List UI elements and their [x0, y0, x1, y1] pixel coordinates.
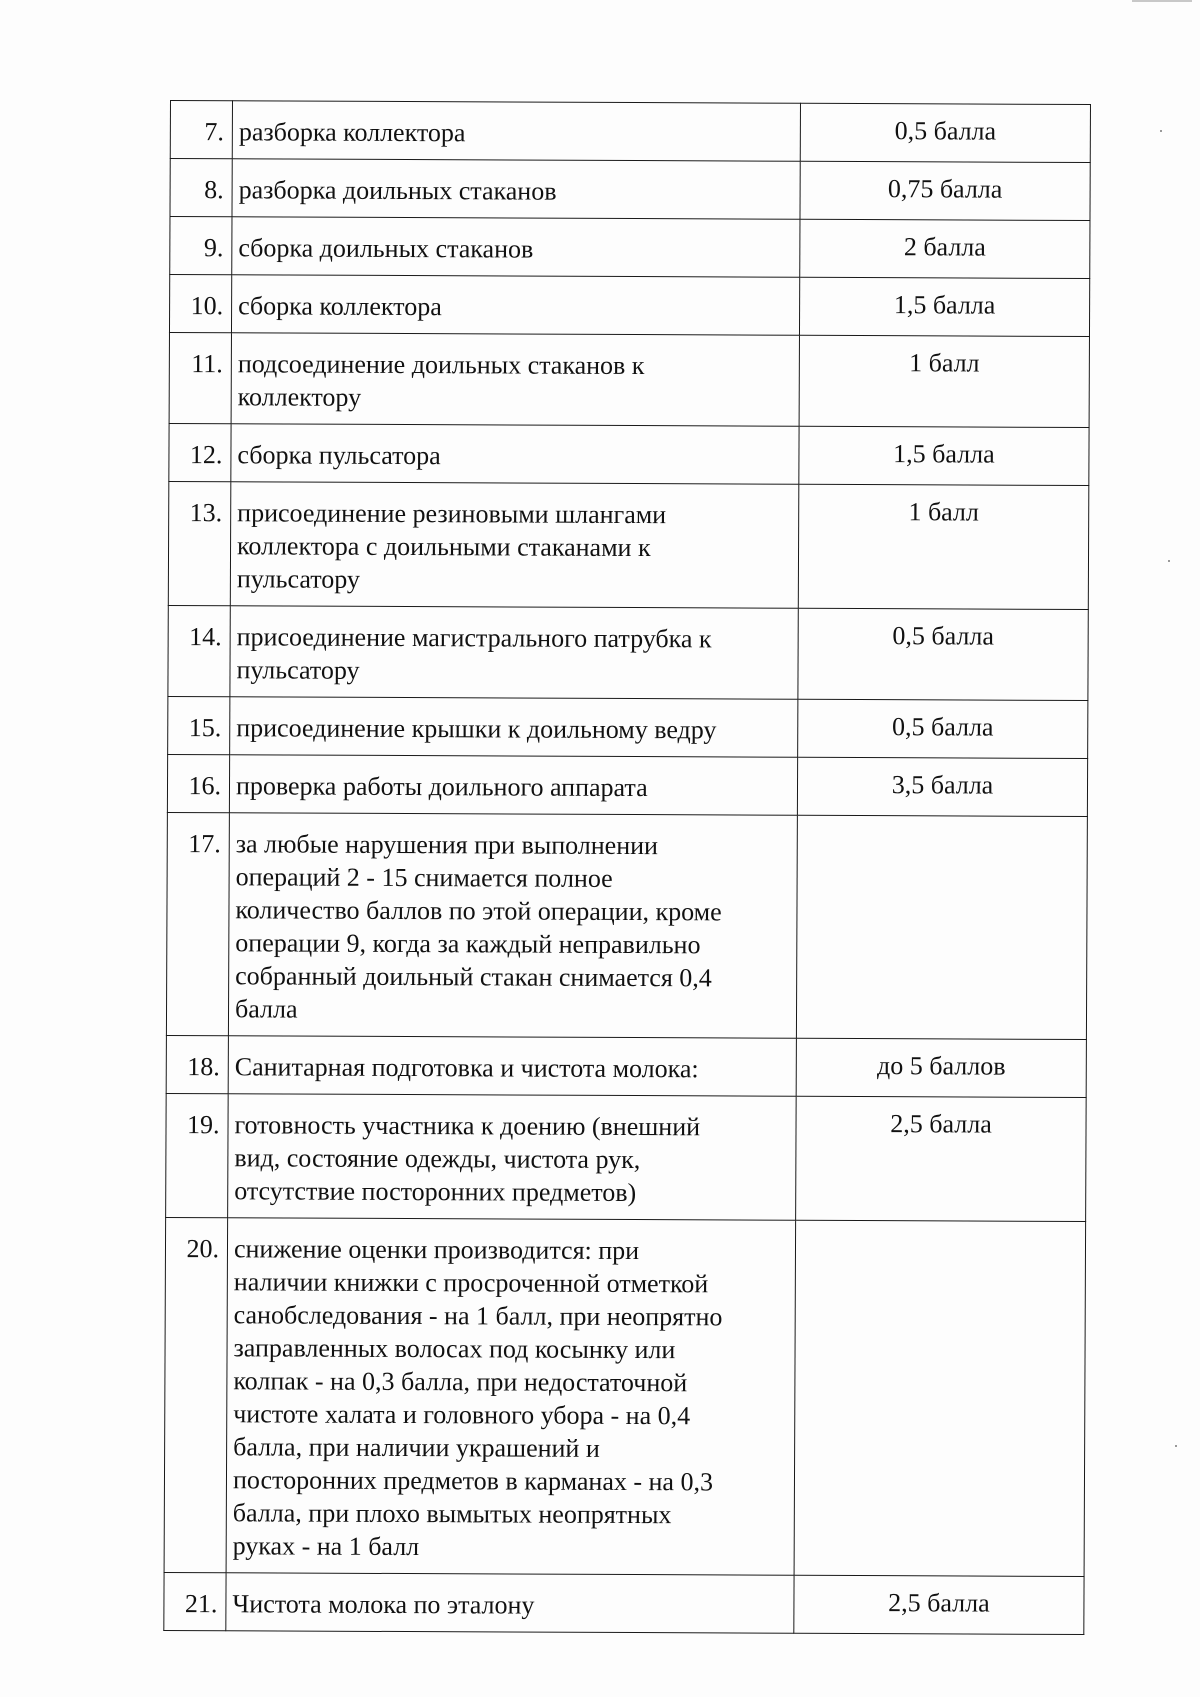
row-score: 1 балл [799, 335, 1089, 427]
row-number: 11. [169, 332, 231, 423]
row-number: 19. [166, 1093, 229, 1217]
row-description: подсоединение доильных стаканов к коллектору [231, 333, 799, 426]
row-description: сборка пульсатора [231, 424, 799, 484]
table-row [166, 1093, 1087, 1221]
row-description: Чистота молока по эталону [226, 1573, 794, 1633]
row-description: присоединение магистрального патрубка к пульсатору [230, 606, 798, 699]
row-number: 21. [164, 1572, 226, 1630]
scoring-table [163, 100, 1091, 1635]
table-row [168, 605, 1088, 700]
table-row [169, 332, 1089, 427]
scan-dot [1175, 1445, 1177, 1447]
row-number: 8. [170, 159, 232, 217]
row-score: 2,5 балла [794, 1575, 1084, 1634]
table-row [166, 812, 1087, 1039]
row-score [796, 815, 1087, 1039]
row-description: разборка доильных стаканов [232, 159, 800, 219]
row-description: присоединение крышки к доильному ведру [230, 697, 798, 757]
row-number: 12. [169, 423, 231, 481]
row-number: 7. [170, 101, 232, 159]
row-score: 0,5 балла [798, 608, 1088, 700]
row-number: 17. [166, 812, 229, 1035]
table-row [164, 1572, 1084, 1634]
row-description: проверка работы доильного аппарата [229, 755, 797, 815]
row-score: 0,75 балла [800, 161, 1090, 220]
table-row [166, 1035, 1086, 1097]
row-score: 0,5 балла [800, 103, 1090, 162]
row-number: 14. [168, 605, 230, 696]
table-row [169, 423, 1089, 485]
row-score: 1 балл [798, 484, 1089, 609]
row-description: за любые нарушения при выполнении операций 2 - 15 снимается полное количество баллов по этой операции, кроме операции 9, когда за каждый неправильно собранный доильный стакан снимается 0,4 балла [228, 813, 797, 1038]
table-row [167, 754, 1087, 816]
table-row [170, 217, 1090, 279]
row-description: снижение оценки производится: при наличии книжки с просроченной отметкой санобследования - на 1 балл, при неопрятно заправленных волосах под косынку или колпак - на 0,3 балла, при недостаточной чистоте халата и головного убора - на 0,4 балла, при наличии украшений и посторонних предметов в карманах - на 0,3 балла, при плохо вымытых неопрятных руках - на 1 балл [226, 1218, 796, 1575]
row-description: разборка коллектора [232, 101, 800, 161]
table-row [168, 696, 1088, 758]
row-score [794, 1220, 1086, 1576]
row-score: 1,5 балла [799, 426, 1089, 485]
table-row [170, 101, 1090, 163]
scan-artifact [1132, 0, 1192, 2]
row-description: готовность участника к доению (внешний вид, состояние одежды, чистота рук, отсутствие посторонних предметов) [228, 1094, 797, 1220]
row-description: сборка доильных стаканов [232, 217, 800, 277]
table-row [169, 275, 1089, 337]
row-score: 2,5 балла [796, 1096, 1087, 1221]
table-row [164, 1217, 1086, 1576]
row-number: 16. [167, 754, 229, 812]
row-number: 9. [170, 217, 232, 275]
table-row [168, 481, 1089, 609]
row-score: 3,5 балла [797, 757, 1087, 816]
row-number: 15. [168, 696, 230, 754]
row-score: 1,5 балла [799, 277, 1089, 336]
scan-dot [1160, 130, 1162, 132]
row-number: 13. [168, 481, 231, 605]
row-description: присоединение резиновыми шлангами коллектора с доильными стаканами к пульсатору [230, 482, 799, 608]
row-description: Санитарная подготовка и чистота молока: [228, 1036, 796, 1096]
table-row [170, 159, 1090, 221]
row-score: 2 балла [800, 219, 1090, 278]
scoring-table-body [164, 101, 1091, 1635]
row-number: 18. [166, 1035, 228, 1093]
scan-dot [1168, 560, 1170, 562]
row-score: 0,5 балла [798, 699, 1088, 758]
row-number: 20. [164, 1217, 228, 1572]
row-number: 10. [169, 275, 231, 333]
row-score: до 5 баллов [796, 1038, 1086, 1097]
row-description: сборка коллектора [231, 275, 799, 335]
